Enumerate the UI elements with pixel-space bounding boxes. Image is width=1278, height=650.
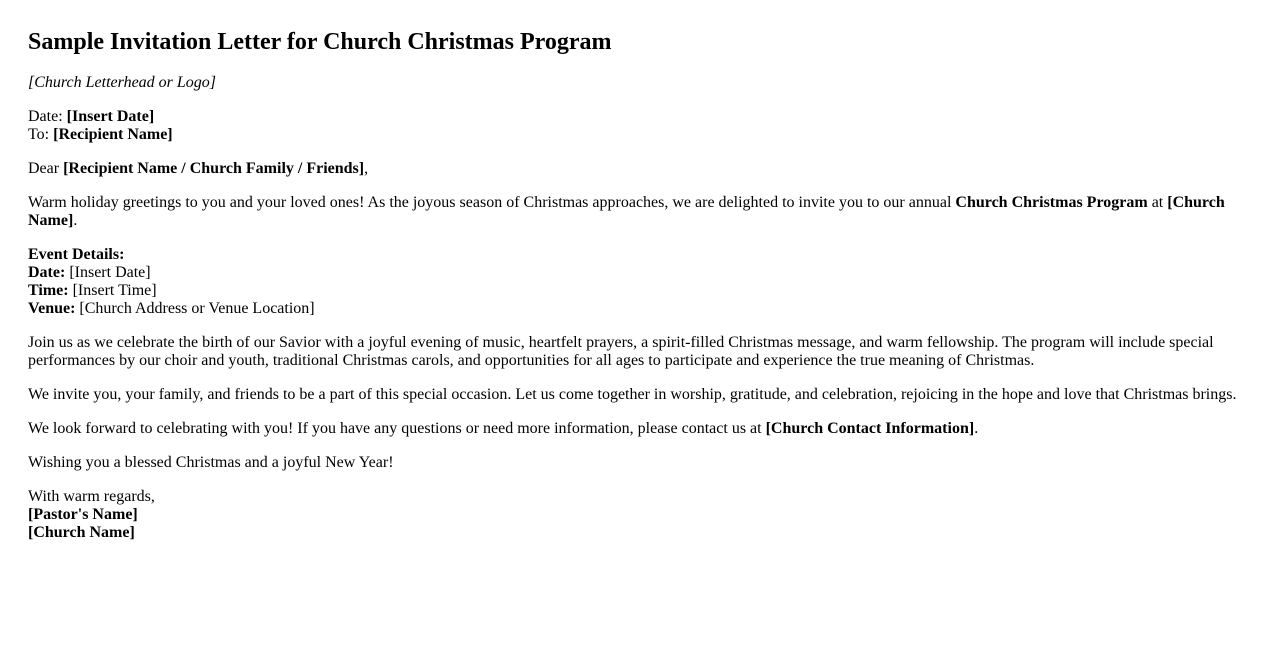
closing-regards: With warm regards,: [28, 488, 155, 505]
salutation-prefix: Dear: [28, 160, 64, 177]
closing-church-name: [Church Name]: [28, 524, 135, 541]
date-value: [Insert Date]: [66, 108, 155, 125]
contact-end: .: [974, 420, 979, 437]
page-title: Sample Invitation Letter for Church Christmas Program: [28, 29, 612, 55]
contact-text: We look forward to celebrating with you! If you have any questions or need more information, please contact us at: [28, 420, 766, 437]
event-venue-label: Venue:: [28, 300, 76, 317]
to-label: To:: [28, 126, 54, 143]
event-details: [28, 246, 1250, 318]
wishes-paragraph: Wishing you a blessed Christmas and a joyful New Year!: [28, 454, 394, 471]
date-label: Date:: [28, 108, 67, 125]
intro-at: at: [1147, 194, 1168, 211]
event-time-value: [Insert Time]: [68, 282, 157, 299]
intro-church-name: [Church Name]: [28, 194, 1225, 229]
salutation-name: [Recipient Name / Church Family / Friends]: [63, 160, 365, 177]
letter-header: [28, 108, 1250, 144]
salutation: [28, 160, 1250, 178]
contact-paragraph: [28, 420, 1250, 438]
letterhead-placeholder: [Church Letterhead or Logo]: [28, 74, 217, 91]
closing-signature: [28, 488, 1250, 542]
program-name: Church Christmas Program: [955, 194, 1148, 211]
recipient-value: [Recipient Name]: [53, 126, 173, 143]
body-paragraph-invite: We invite you, your family, and friends to be a part of this special occasion. Let us come together in worship, gratitude, and celebration, rejoicing in the hope and love that Christmas brings.: [28, 386, 1237, 403]
salutation-suffix: ,: [364, 160, 369, 177]
event-date-value: [Insert Date]: [65, 264, 151, 281]
event-venue-value: [Church Address or Venue Location]: [75, 300, 315, 317]
event-time-label: Time:: [28, 282, 69, 299]
pastor-name: [Pastor's Name]: [28, 506, 138, 523]
intro-text: Warm holiday greetings to you and your loved ones! As the joyous season of Christmas approaches, we are delighted to invite you to our annual: [28, 194, 956, 211]
body-paragraph-celebration: Join us as we celebrate the birth of our Savior with a joyful evening of music, heartfelt prayers, a spirit-filled Christmas message, and warm fellowship. The program will include special performances by our choir and youth, traditional Christmas carols, and opportunities for all ages to participate and experience the true meaning of Christmas.: [28, 334, 1214, 369]
intro-paragraph: [28, 194, 1250, 230]
contact-info: [Church Contact Information]: [765, 420, 975, 437]
intro-end: .: [73, 212, 78, 229]
event-date-label: Date:: [28, 264, 66, 281]
event-details-heading: Event Details:: [28, 246, 125, 263]
